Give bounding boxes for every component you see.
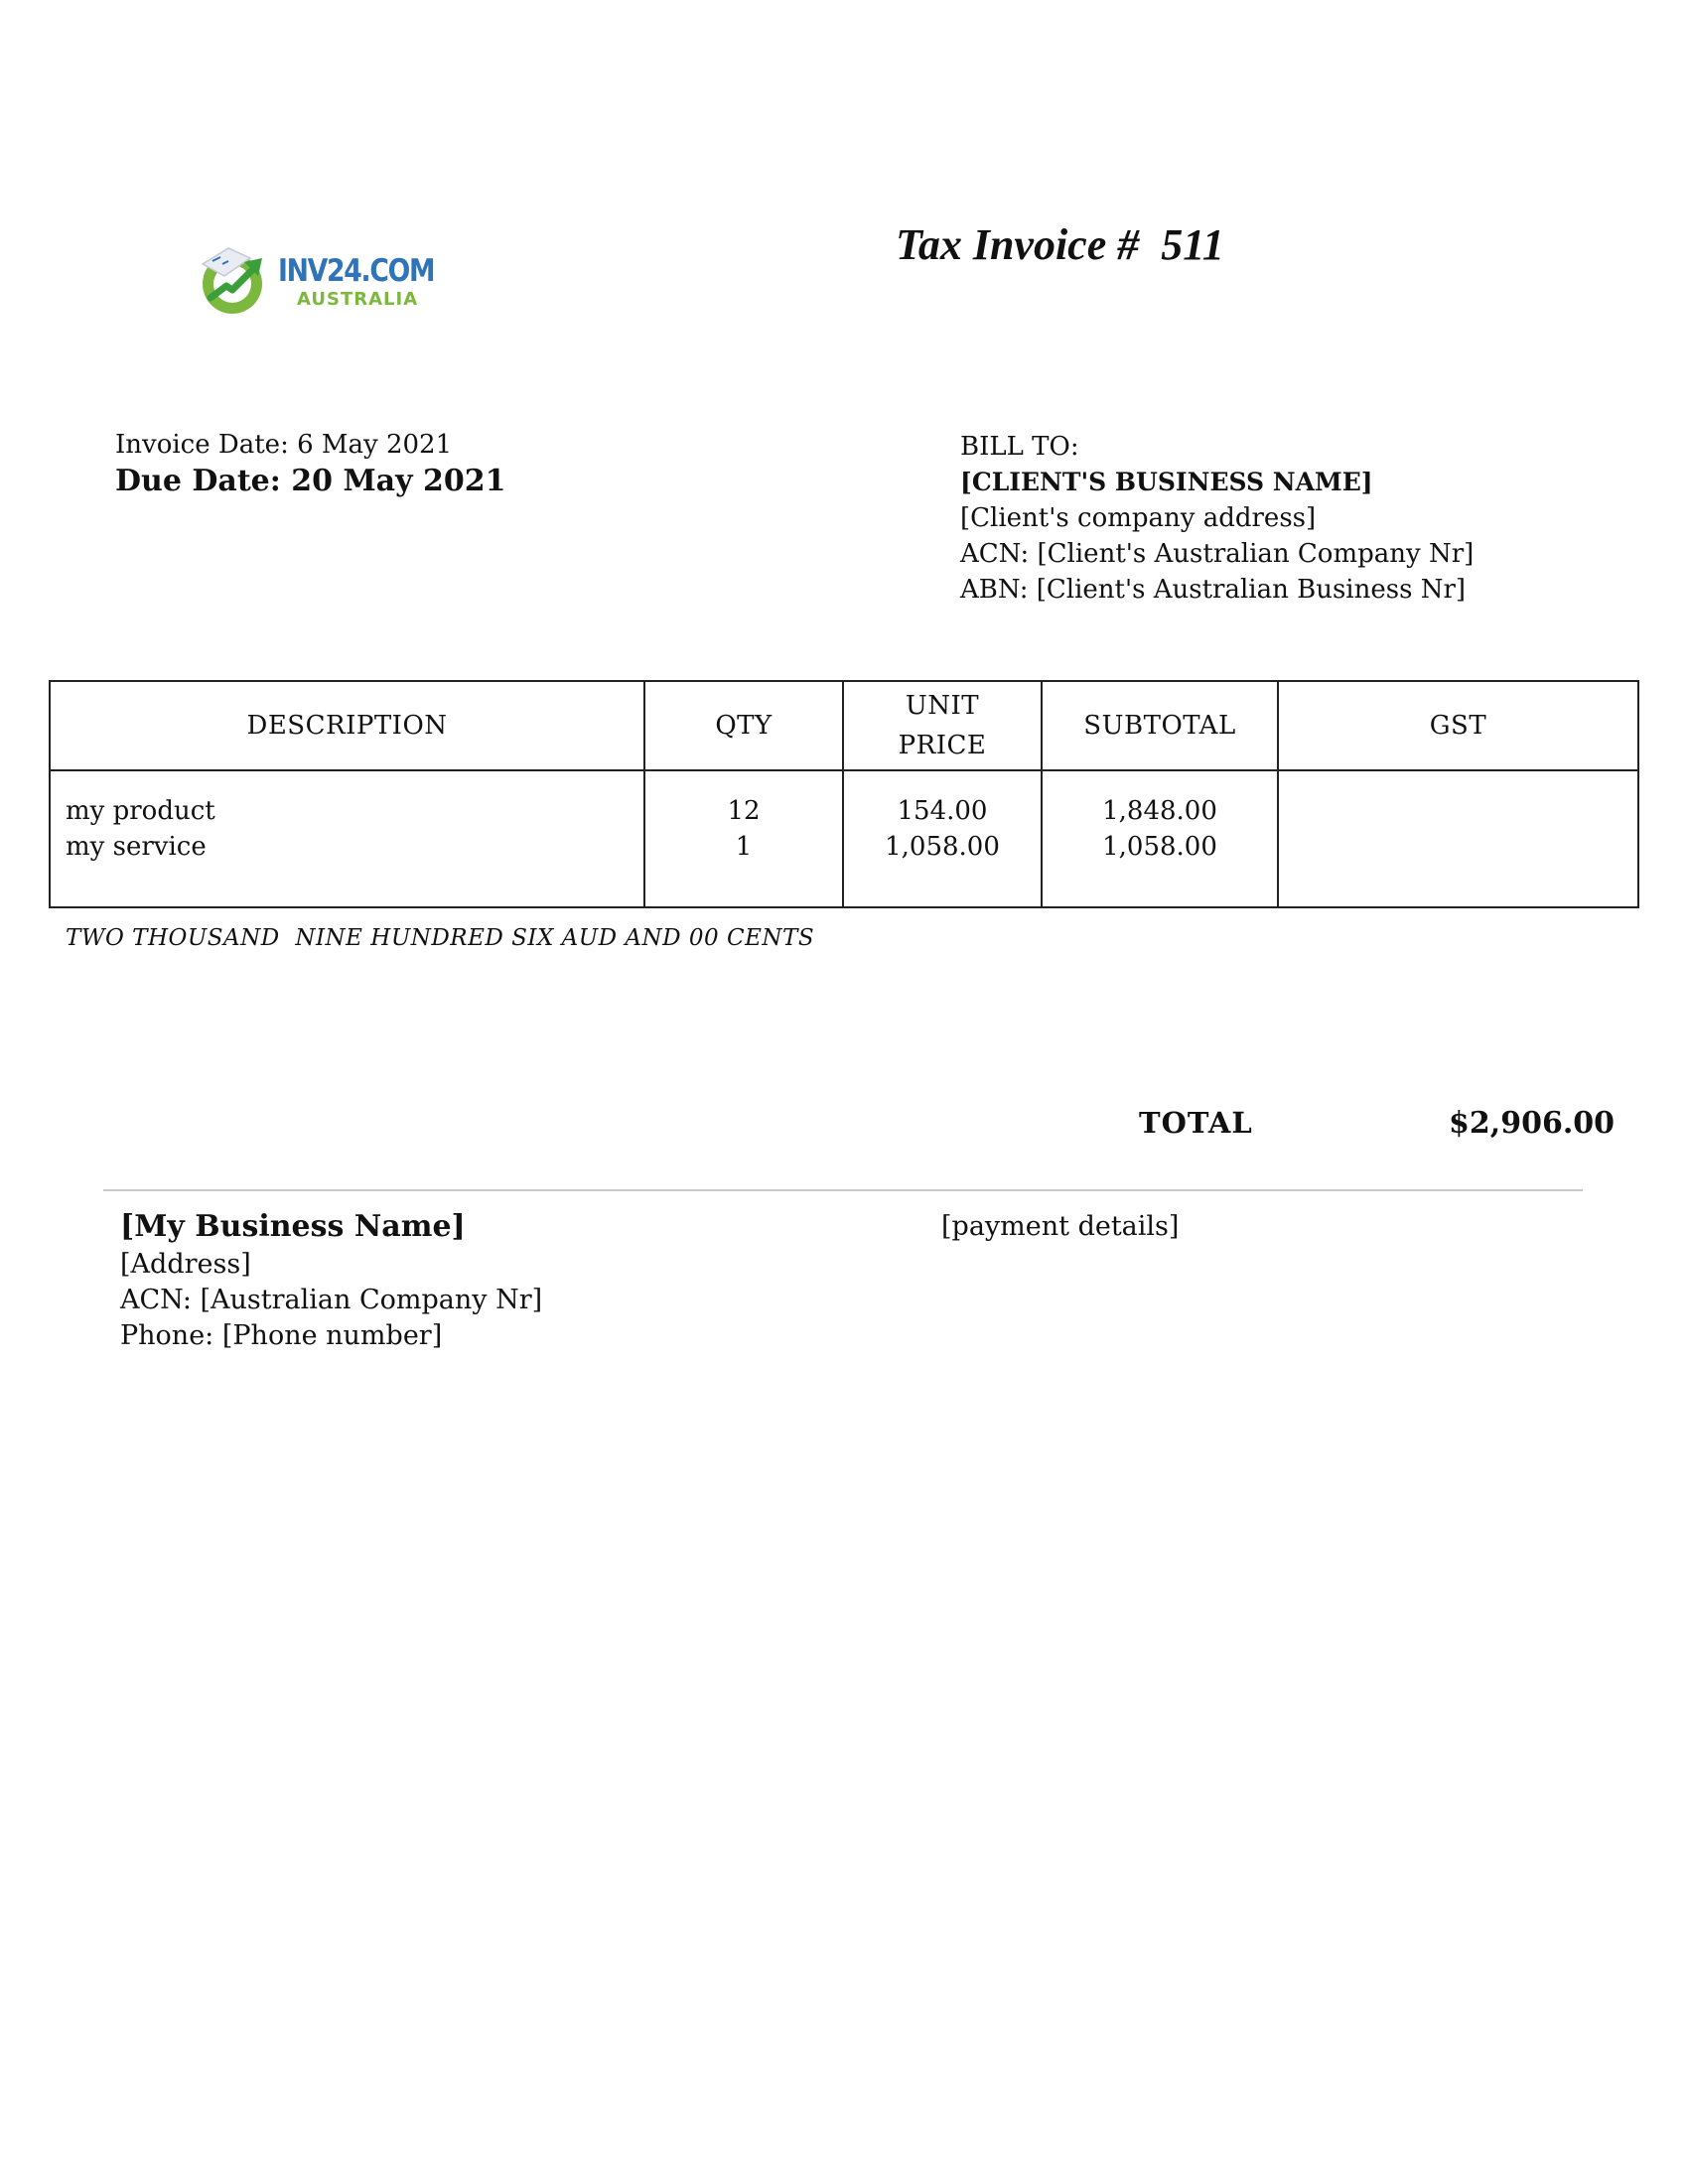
due-date: Due Date: 20 May 2021 bbox=[115, 464, 506, 498]
invoice-date: Invoice Date: 6 May 2021 bbox=[115, 430, 453, 460]
qty-cell bbox=[644, 770, 843, 907]
business-acn: ACN: [Australian Company Nr] bbox=[120, 1285, 543, 1315]
business-address: [Address] bbox=[120, 1249, 251, 1280]
item-unit-price: 1,058.00 bbox=[885, 832, 1000, 862]
header-gst: GST bbox=[1278, 681, 1638, 770]
footer-divider bbox=[103, 1189, 1583, 1191]
item-qty: 1 bbox=[735, 832, 753, 862]
header-qty: QTY bbox=[644, 681, 843, 770]
gst-cell bbox=[1278, 770, 1638, 907]
invoice-title: Tax Invoice # 511 bbox=[896, 220, 1224, 269]
table-header-row bbox=[50, 681, 1638, 770]
header-unit-price bbox=[843, 681, 1042, 770]
table-row bbox=[50, 770, 1638, 907]
amount-in-words: TWO THOUSAND NINE HUNDRED SIX AUD AND 00 CENTS bbox=[66, 925, 815, 951]
company-logo bbox=[199, 246, 435, 316]
growth-arrow-icon bbox=[199, 246, 268, 316]
business-phone: Phone: [Phone number] bbox=[120, 1320, 443, 1351]
item-subtotal: 1,848.00 bbox=[1102, 796, 1217, 826]
item-subtotal: 1,058.00 bbox=[1102, 832, 1217, 862]
item-description: my product bbox=[66, 796, 215, 826]
total-label: TOTAL bbox=[1139, 1106, 1253, 1140]
header-unit-price-line2: PRICE bbox=[898, 731, 987, 760]
header-subtotal: SUBTOTAL bbox=[1042, 681, 1278, 770]
items-table bbox=[49, 680, 1639, 908]
item-description: my service bbox=[66, 832, 207, 862]
client-business-name: [CLIENT'S BUSINESS NAME] bbox=[960, 468, 1373, 496]
bill-to-heading: BILL TO: bbox=[960, 432, 1079, 462]
client-abn: ABN: [Client's Australian Business Nr] bbox=[960, 575, 1467, 605]
logo-brand-name: INV24.COM bbox=[278, 253, 435, 289]
header-unit-price-line1: UNIT bbox=[905, 691, 980, 721]
business-name: [My Business Name] bbox=[120, 1209, 466, 1244]
bill-to-block bbox=[960, 429, 1474, 608]
subtotal-cell bbox=[1042, 770, 1278, 907]
description-cell bbox=[50, 770, 644, 907]
item-unit-price: 154.00 bbox=[897, 796, 988, 826]
unit-price-cell bbox=[843, 770, 1042, 907]
invoice-dates bbox=[115, 427, 506, 500]
header-description: DESCRIPTION bbox=[50, 681, 644, 770]
logo-brand-sub: AUSTRALIA bbox=[297, 289, 419, 310]
client-address: [Client's company address] bbox=[960, 503, 1317, 533]
item-qty: 12 bbox=[727, 796, 761, 826]
payment-details: [payment details] bbox=[941, 1211, 1180, 1242]
total-value: $2,906.00 bbox=[1449, 1106, 1616, 1141]
client-acn: ACN: [Client's Australian Company Nr] bbox=[960, 539, 1475, 569]
business-info bbox=[120, 1207, 542, 1354]
